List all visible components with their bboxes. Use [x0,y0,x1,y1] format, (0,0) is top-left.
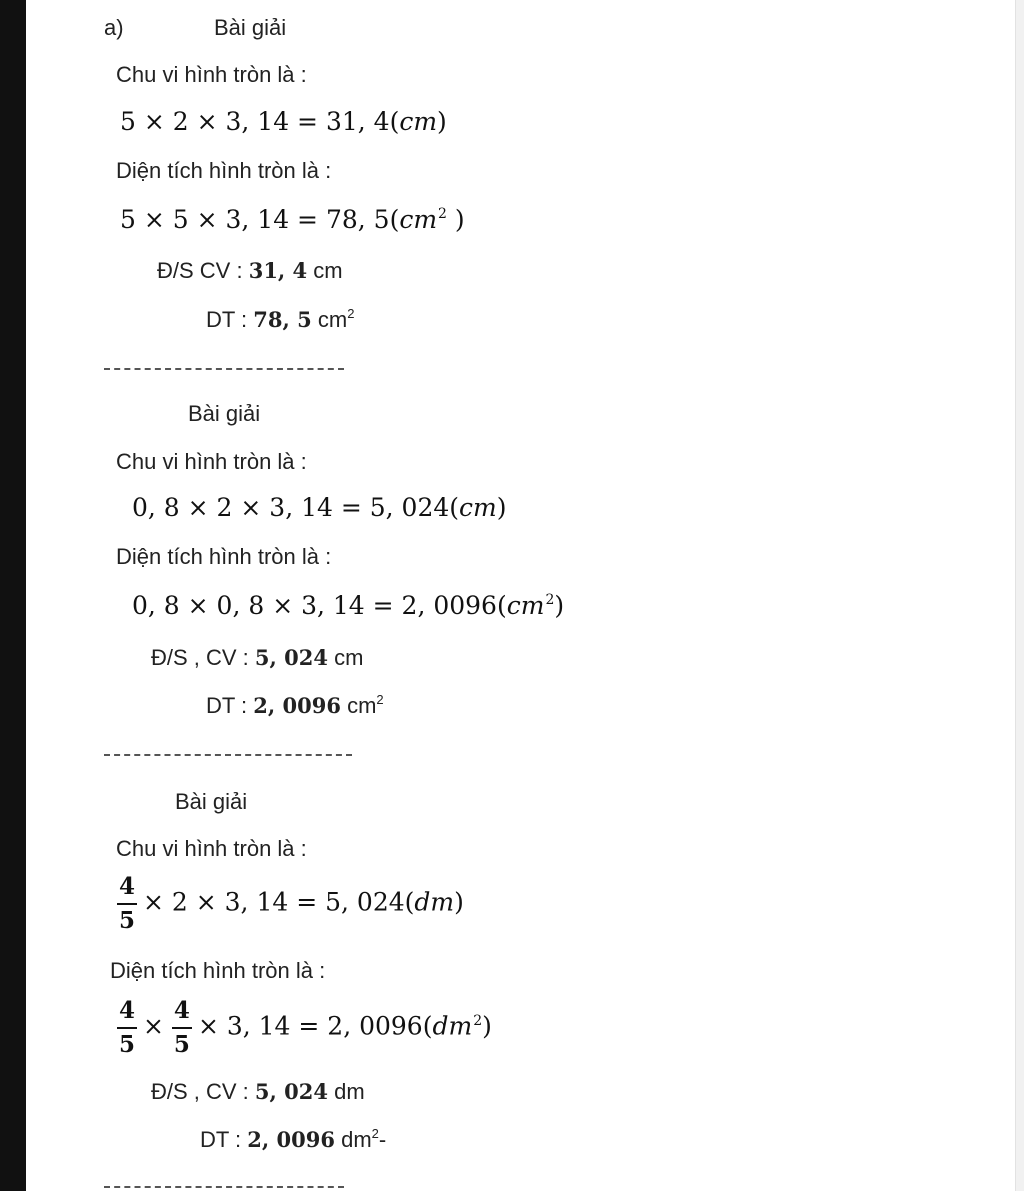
formula-expression: 0, 8 × 2 × 3, 14 = 5, 024 [132,493,450,522]
answer-unit: cm [313,258,343,283]
answer-unit: dm [334,1079,365,1104]
formula-expression: 5 × 2 × 3, 14 = 31, 4 [120,107,390,136]
answer-value: 5, 024 [254,1079,328,1104]
answer-prefix: DT : [200,1127,242,1152]
answer-prefix: Đ/S , CV : [151,645,249,670]
formula-unit: cm [459,493,497,522]
answer-value: 5, 024 [254,645,328,670]
formula-unit: dm [432,1011,473,1041]
section-1-perimeter-heading: Chu vi hình tròn là : [116,62,307,87]
section-1-perimeter-formula: 5 × 2 × 3, 14 = 31, 4(cm) [120,107,447,136]
answer-value: 78, 5 [253,307,312,332]
fraction-denominator: 5 [119,907,136,934]
section-1-area-heading: Diện tích hình tròn là : [116,158,332,183]
section-2-area-formula: 0, 8 × 0, 8 × 3, 14 = 2, $0096(cm^2)$ [132,591,565,620]
answer-prefix: Đ/S , CV : [151,1079,249,1104]
section-3-perimeter-heading: Chu vi hình tròn là : [116,836,307,861]
formula-exponent: 2 [545,592,555,608]
answer-prefix: DT : [206,693,248,718]
fraction-numerator: 4 [117,874,137,905]
fraction-numerator: 4 [172,998,192,1029]
section-2-perimeter-formula: 0, 8 × 2 × 3, 14 = 5, 024(cm) [132,493,507,522]
fraction-denominator: 5 [119,1031,136,1058]
formula-exponent: 2 [473,1012,483,1029]
section-divider [104,754,352,756]
answer-unit: cm [334,645,364,670]
answer-exponent: 2 [371,1126,379,1141]
left-frame-border [0,0,26,1191]
section-1-answer-dt [206,306,354,337]
formula-unit: cm [399,107,438,136]
section-3-answer-cv [151,1078,365,1106]
section-divider [104,1186,344,1188]
section-3-perimeter-formula: $\frac{4}{5}$ × 2 × 3, 14 = 5, 024(dm) [119,873,464,934]
fraction [172,998,192,1058]
answer-prefix: Đ/S CV : [157,258,243,283]
formula-expression: × 2 × 3, 14 = 5, 024 [143,887,405,917]
section-3-area-heading: Diện tích hình tròn là : [110,958,326,983]
section-1-answer-cv [157,257,343,285]
fraction [117,874,137,934]
section-2-title: Bài giải [188,401,261,426]
section-3-answer-dt [200,1126,386,1157]
section-3-title: Bài giải [175,789,248,814]
answer-suffix: - [378,1127,387,1152]
section-1-title: Bài giải [214,15,287,40]
formula-expression: 5 × 5 × 3, 14 = 78, 5 [120,205,390,234]
answer-unit: cm [317,307,348,332]
times-sign: × [143,1011,164,1041]
answer-unit: dm [341,1127,372,1152]
section-2-perimeter-heading: Chu vi hình tròn là : [116,449,307,474]
answer-exponent: 2 [347,306,355,321]
answer-exponent: 2 [376,692,384,707]
formula-unit: cm [506,591,545,620]
section-2-answer-dt [206,692,384,723]
section-3-area-formula: $\frac{4}{5}$ × $\frac{4}{5}$ × 3, 14 = 2, $0096(dm^2)$ [119,997,492,1058]
section-divider [104,368,344,370]
fraction [117,998,137,1058]
formula-expression: × 3, 14 = 2, 0096 [197,1011,423,1041]
fraction-numerator: 4 [117,998,137,1029]
answer-value: 31, 4 [248,258,308,283]
formula-expression: 0, 8 × 0, 8 × 3, 14 = 2, 0096 [132,591,497,620]
fraction-denominator: 5 [173,1031,190,1058]
formula-unit: dm [414,887,455,917]
answer-value: 2, 0096 [247,1127,335,1152]
part-label: a) [104,15,124,40]
formula-exponent: 2 [438,206,447,222]
answer-prefix: DT : [206,307,248,332]
answer-value: 2, 0096 [253,693,341,718]
scrollbar-track[interactable] [1015,0,1024,1191]
answer-unit: cm [347,693,377,718]
section-1-area-formula: 5 × 5 × 3, 14 = 78, $5(cm^2$ ) [120,205,465,234]
formula-unit: cm [399,205,438,234]
section-2-answer-cv [151,644,363,672]
section-2-area-heading: Diện tích hình tròn là : [116,544,332,569]
